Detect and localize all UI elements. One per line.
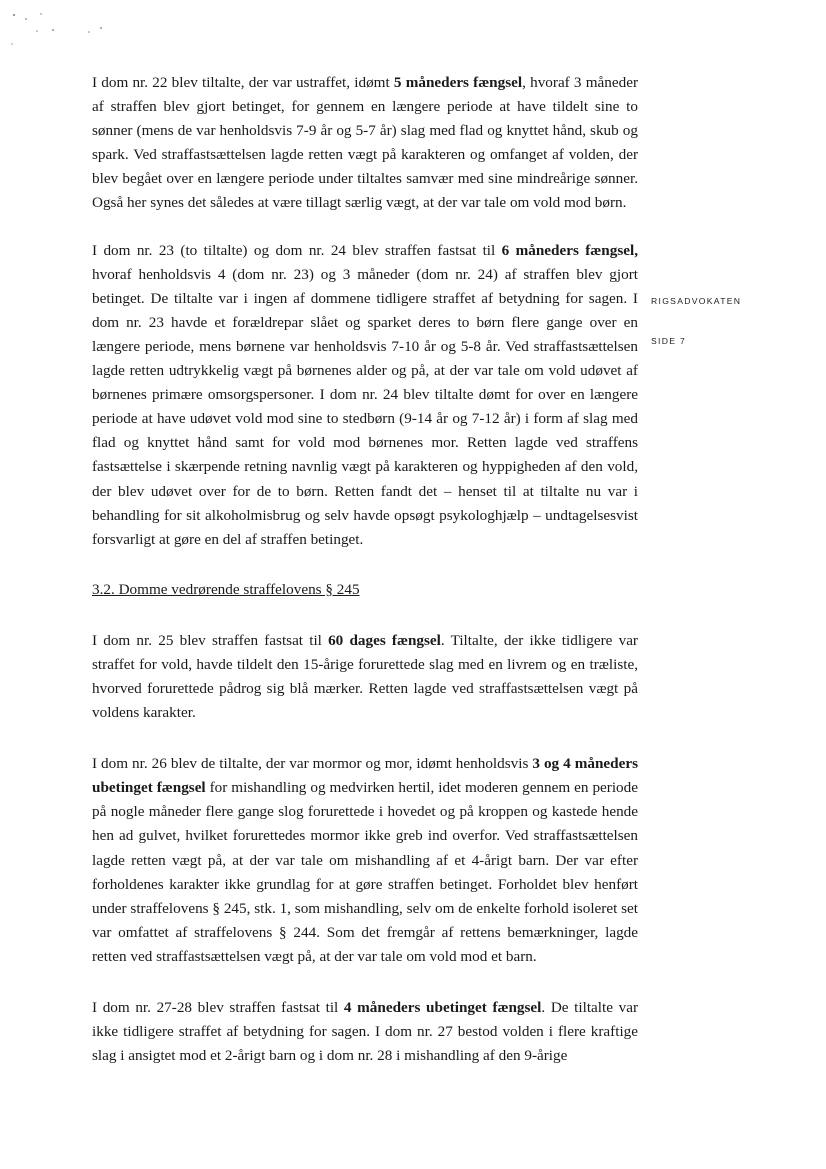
paragraph-dom-25 bbox=[92, 629, 638, 725]
scan-speckles bbox=[0, 0, 140, 60]
text-run: for mishandling og medvirken hertil, idet moderen gennem en periode på nogle måneder flere gange slog forurettede i hovedet og på kroppen og kastede hende hen ad gulvet, hvilket forurettedes mormor ikke greb ind overfor. Ved straffastsættelsen lagde retten vægt på, at der var tale om mishandling af et 4-årigt barn. Der var efter forholdenes karakter ikke grundlag for at gøre straffen betinget. Forholdet blev henført under straffelovens § 245, stk. 1, som mishandling, selv om de enkelte forhold isoleret set var omfattet af straffelovens § 244. Som det fremgår af rettens bemærkninger, lagde retten ved straffastsættelsen vægt på, at der var tale om vold mod et barn. bbox=[92, 779, 638, 965]
text-run: I dom nr. 27-28 blev straffen fastsat til bbox=[92, 999, 344, 1016]
text-run: , hvoraf 3 måneder af straffen blev gjort betinget, for gennem en længere periode at have tildelt sine to sønner (mens de var henholdsvis 7-9 år og 5-7 år) slag med flad og knyttet hånd, skub og spark. Ved straffastsættelsen lagde retten vægt på karakteren og omfanget af volden, der blev begået over en længere periode under tiltaltes samvær med sine mindreårige sønner. Også her synes det således at være tillagt særlig vægt, at der var tale om vold mod børn. bbox=[92, 74, 639, 212]
text-run: I dom nr. 22 blev tiltalte, der var ustraffet, idømt bbox=[92, 74, 394, 91]
text-run: . De tiltalte var ikke tidligere straffet af betydning for sagen. I dom nr. 27 bestod volden i flere kraftige slag i ansigtet mod et 2-årigt barn og i dom nr. 28 i mishandling af den 9-årige bbox=[92, 999, 638, 1065]
sentence-emphasis: 5 måneders fængsel bbox=[393, 74, 523, 91]
sentence-emphasis: 60 dages fængsel bbox=[328, 631, 441, 649]
text-run: hvoraf henholdsvis 4 (dom nr. 23) og 3 måneder (dom nr. 24) af straffen blev gjort betinget. De tiltalte var i ingen af dommene tidligere straffet af betydning for sagen. I dom nr. 23 havde et forældrepar slået og sparket deres to børn flere gange over en længere periode, mens børnene var henholdsvis 7-10 år og 5-8 år. Ved straffastsættelsen lagde retten udtrykkelig vægt på børnenes alder og på, at der var tale om vold udøvet af børnenes primære omsorgspersoner. I dom nr. 24 blev tiltalte dømt for over en længere periode at have udøvet vold mod sine to stedbørn (9-14 år og 7-12 år) i form af slag med flad og knyttet hånd samt for vold mod børnenes mor. Retten lagde ved straffens fastsættelse i skærpende retning navnlig vægt på karakteren og hyppigheden af den vold, der blev udøvet over for de to børn. Retten fandt det – henset til at tiltalte nu var i behandling for sit alkoholmisbrug og selv havde opsøgt psykologhjælp – undtagelsesvist forsvarligt at gøre en del af straffen betinget. bbox=[92, 265, 638, 548]
sentence-emphasis: 4 måneders ubetinget fængsel bbox=[343, 999, 542, 1016]
main-body bbox=[92, 71, 638, 1068]
paragraph-dom-23-24 bbox=[92, 239, 638, 552]
text-run: . Tiltalte, der ikke tidligere var straffet for vold, havde tildelt den 15-årige forurettede slag med en livrem og en træliste, hvorved forurettede pådrog sig blå mærker. Retten lagde ved straffastsættelsen vægt på voldens karakter. bbox=[92, 631, 638, 722]
sentence-emphasis: 6 måneders fængsel, bbox=[501, 241, 638, 259]
text-run: I dom nr. 26 blev de tiltalte, der var mormor og mor, idømt henholdsvis bbox=[92, 755, 533, 773]
paragraph-dom-27-28 bbox=[92, 996, 638, 1068]
page-number: SIDE 7 bbox=[651, 336, 687, 346]
text-run: I dom nr. 23 (to tiltalte) og dom nr. 24 blev straffen fastsat til bbox=[92, 241, 502, 259]
section-heading: 3.2. Domme vedrørende straffelovens § 245 bbox=[92, 580, 360, 598]
text-run: I dom nr. 25 blev straffen fastsat til bbox=[92, 631, 329, 649]
agency-label: RIGSADVOKATEN bbox=[651, 296, 742, 306]
sentence-emphasis: 3 og 4 måneders ubetinget fængsel bbox=[92, 755, 638, 797]
paragraph-dom-26 bbox=[92, 752, 638, 969]
paragraph-dom-22 bbox=[92, 71, 638, 216]
